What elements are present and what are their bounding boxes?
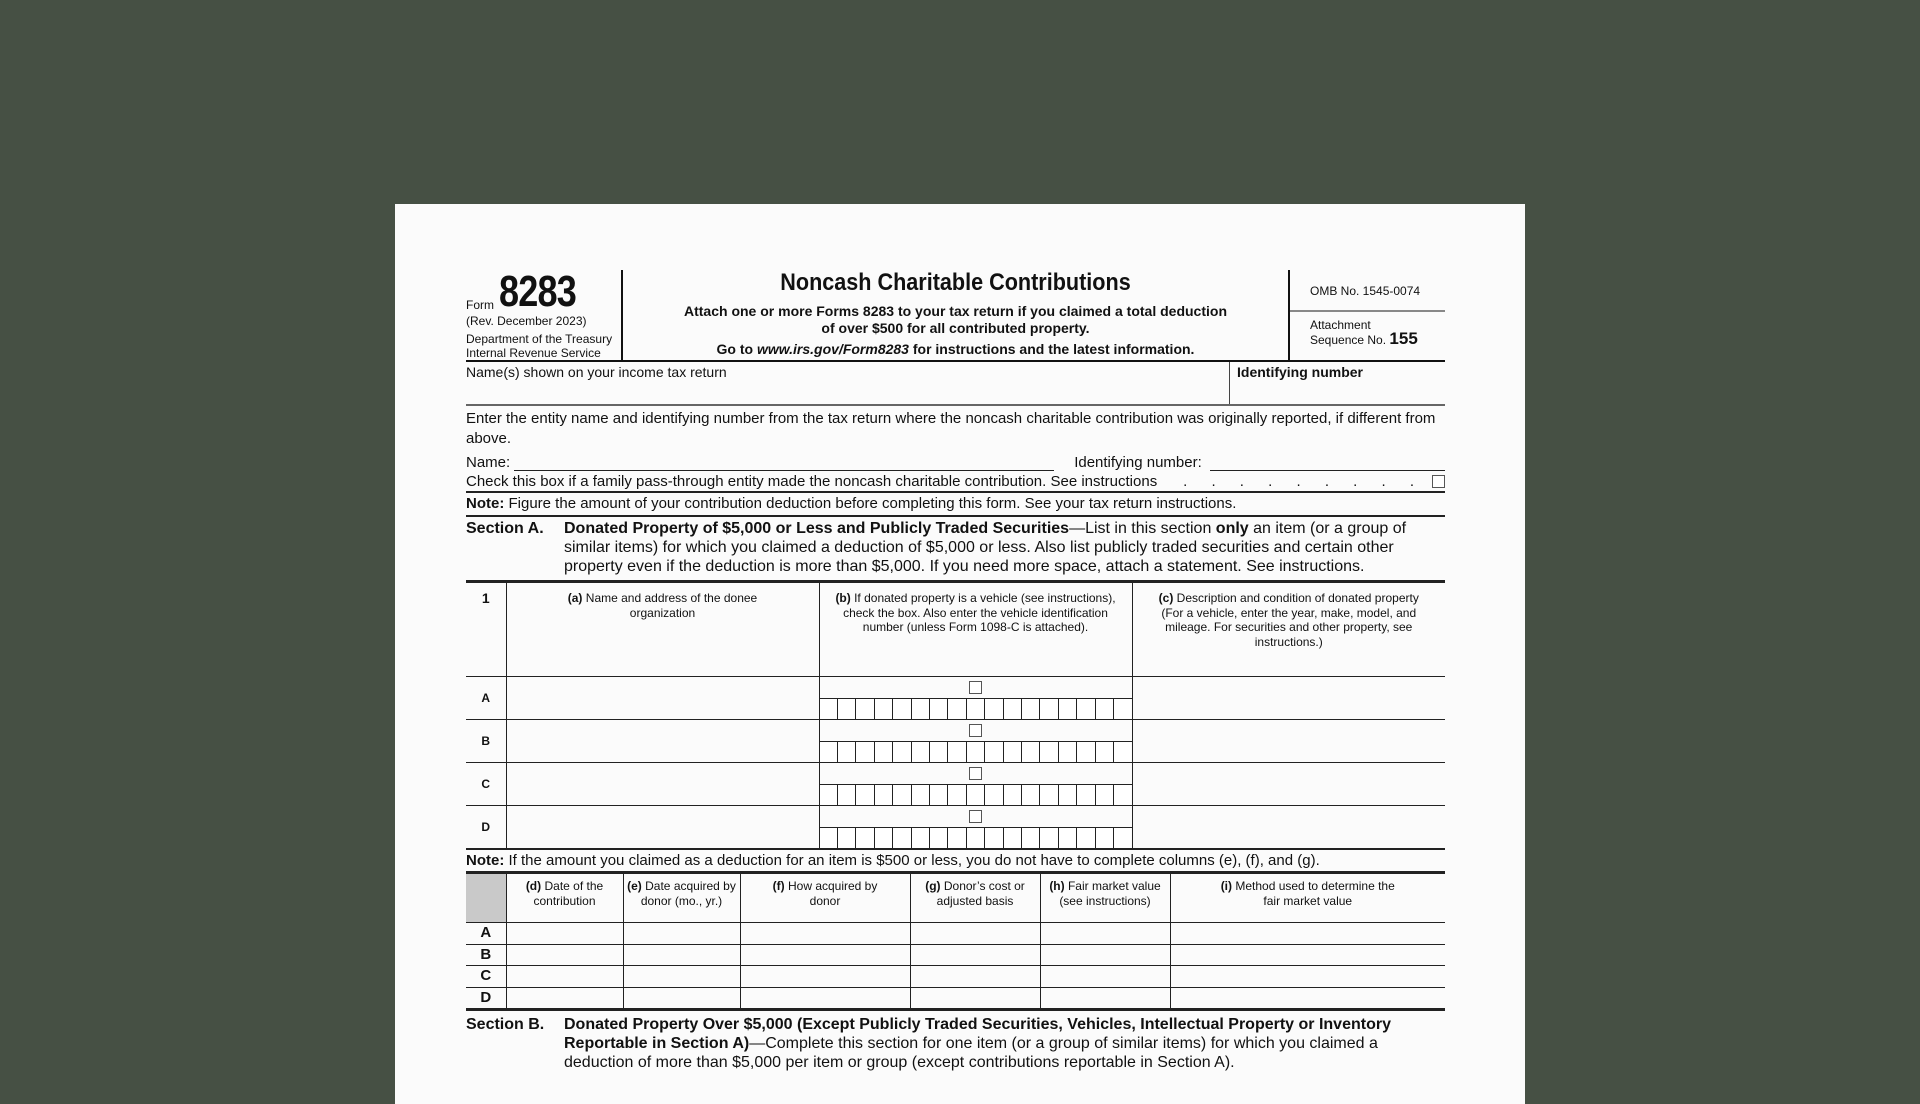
col-text: Date acquired by donor (mo., yr.) (640, 879, 736, 908)
attach-line-1: Attach one or more Forms 8283 to your tax return if you claimed a total deduction (684, 303, 1227, 319)
section-a-only: only (1215, 520, 1249, 537)
donor-cost-cell[interactable] (910, 987, 1040, 1009)
how-acquired-cell[interactable] (740, 923, 910, 945)
col-letter: (i) (1220, 879, 1233, 893)
col-a-header (506, 583, 819, 677)
col-b-text: If donated property is a vehicle (see instructions), check the box. Also enter the vehicle identification number (unless Form 1098-C is attached). (843, 591, 1116, 634)
entity-name-input[interactable] (514, 452, 1054, 471)
vin-char-box[interactable] (856, 699, 874, 719)
leader-dots: . . . . . . . . . (1183, 472, 1424, 490)
note-figure-deduction (466, 493, 1445, 517)
vin-char-box[interactable] (1114, 742, 1131, 762)
entity-name-row (466, 449, 1445, 471)
fmv-method-cell[interactable] (1170, 923, 1445, 945)
vehicle-checkbox[interactable] (969, 767, 982, 780)
vin-char-box[interactable] (967, 785, 985, 805)
vin-char-box[interactable] (820, 828, 838, 848)
date-acquired-cell[interactable] (623, 987, 740, 1009)
vin-char-box[interactable] (948, 785, 966, 805)
attach-instructions (623, 303, 1288, 337)
col-text: Donor’s cost or adjusted basis (936, 879, 1025, 908)
goto-prefix: Go to (716, 341, 757, 357)
fair-market-value-cell[interactable] (1040, 966, 1170, 988)
donor-cost-cell[interactable] (910, 923, 1040, 945)
department: Department of the Treasury (466, 332, 613, 346)
section-a-label: Section A. (466, 520, 544, 537)
date-acquired-cell[interactable] (623, 966, 740, 988)
vin-input[interactable] (820, 827, 1132, 848)
vin-char-box[interactable] (893, 828, 911, 848)
section-a-table-abc (466, 582, 1445, 849)
donee-cell[interactable] (506, 677, 819, 720)
vin-char-box[interactable] (1004, 742, 1022, 762)
donor-cost-cell[interactable] (910, 966, 1040, 988)
vin-char-box[interactable] (820, 785, 838, 805)
date-contribution-cell[interactable] (506, 987, 623, 1009)
vehicle-cell (819, 677, 1132, 720)
shaded-cell (466, 874, 506, 923)
col-text: Fair market value (see instructions) (1059, 879, 1161, 908)
vin-char-box[interactable] (930, 828, 948, 848)
goto-suffix: for instructions and the latest information. (908, 341, 1195, 357)
vin-char-box[interactable] (893, 742, 911, 762)
row-label: B (466, 944, 506, 966)
section-a-desc-1: —List in this section (1069, 520, 1216, 537)
fmv-method-cell[interactable] (1170, 966, 1445, 988)
table2-header (466, 874, 1445, 923)
vin-input[interactable] (820, 698, 1132, 719)
table1-header (466, 583, 1445, 677)
col-letter: (h) (1049, 879, 1065, 893)
vin-char-box[interactable] (967, 742, 985, 762)
note-label: Note: (466, 852, 505, 869)
vin-char-box[interactable] (1077, 742, 1095, 762)
vin-char-box[interactable] (1096, 742, 1114, 762)
identifying-number-field[interactable] (1229, 362, 1445, 404)
vin-char-box[interactable] (948, 742, 966, 762)
section-b-title: Donated Property Over $5,000 (Except Publicly Traded Securities, Vehicles, Intellectual Property or Inventory Reportable in Section A) (564, 1016, 1391, 1052)
irs-link[interactable]: www.irs.gov/Form8283 (756, 341, 909, 357)
form-page (395, 204, 1525, 1104)
col-text: Date of the contribution (533, 879, 604, 908)
col-letter: (d) (525, 879, 542, 893)
vin-char-box[interactable] (985, 828, 1003, 848)
col-b-header (819, 583, 1132, 677)
note-500-or-less (466, 849, 1445, 873)
vin-char-box[interactable] (912, 785, 930, 805)
vin-char-box[interactable] (893, 699, 911, 719)
date-contribution-cell[interactable] (506, 966, 623, 988)
entity-id-label: Identifying number: (1074, 454, 1202, 471)
vin-char-box[interactable] (930, 785, 948, 805)
table2-row (466, 966, 1445, 988)
donee-cell[interactable] (506, 806, 819, 849)
how-acquired-cell[interactable] (740, 944, 910, 966)
col-c-text: Description and condition of donated property (For a vehicle, enter the year, make, model, and mileage. For securities and other property, see instructions.) (1161, 591, 1419, 649)
vin-input[interactable] (820, 784, 1132, 805)
entity-id-input[interactable] (1210, 452, 1445, 471)
col-c-letter: (c) (1158, 591, 1174, 605)
vin-char-box[interactable] (1040, 828, 1058, 848)
vin-char-box[interactable] (1077, 699, 1095, 719)
vin-char-box[interactable] (912, 699, 930, 719)
form-8283 (466, 267, 1445, 1076)
vin-char-box[interactable] (985, 742, 1003, 762)
row-label: D (466, 806, 506, 849)
pass-through-label: Check this box if a family pass-through entity made the noncash charitable contribution. See instructions (466, 472, 1158, 490)
vin-char-box[interactable] (1059, 699, 1077, 719)
table1-row (466, 720, 1445, 763)
col-f-header (740, 874, 910, 923)
date-contribution-cell[interactable] (506, 944, 623, 966)
description-cell[interactable] (1132, 806, 1445, 849)
description-cell[interactable] (1132, 720, 1445, 763)
form-word: Form (466, 298, 494, 312)
entity-name-label: Name: (466, 454, 511, 471)
table1-row (466, 806, 1445, 849)
line-number: 1 (466, 583, 506, 677)
vin-char-box[interactable] (838, 785, 856, 805)
form-id-block (466, 267, 623, 360)
col-text: Method used to determine the fair market value (1232, 879, 1395, 908)
vin-char-box[interactable] (875, 785, 893, 805)
omb-number: OMB No. 1545-0074 (1290, 270, 1445, 312)
form-number: 8283 (499, 267, 576, 316)
pass-through-checkbox[interactable] (1432, 475, 1445, 488)
row-label: D (466, 987, 506, 1009)
note-text: Figure the amount of your contribution deduction before completing this form. See your tax return instructions. (504, 495, 1237, 512)
vin-char-box[interactable] (912, 742, 930, 762)
col-g-header (910, 874, 1040, 923)
vin-char-box[interactable] (912, 828, 930, 848)
vin-char-box[interactable] (1040, 742, 1058, 762)
vin-char-box[interactable] (1077, 785, 1095, 805)
vin-char-box[interactable] (1096, 785, 1114, 805)
col-letter: (e) (627, 879, 642, 893)
donee-cell[interactable] (506, 763, 819, 806)
col-h-header (1040, 874, 1170, 923)
vin-char-box[interactable] (856, 828, 874, 848)
section-b-text (564, 1015, 1445, 1072)
date-contribution-cell[interactable] (506, 923, 623, 945)
how-acquired-cell[interactable] (740, 987, 910, 1009)
note-label: Note: (466, 495, 505, 512)
names-label: Name(s) shown on your income tax return (466, 364, 727, 380)
col-c-header (1132, 583, 1445, 677)
vin-char-box[interactable] (1096, 699, 1114, 719)
vin-char-box[interactable] (930, 742, 948, 762)
vin-char-box[interactable] (930, 699, 948, 719)
fmv-method-cell[interactable] (1170, 987, 1445, 1009)
vin-char-box[interactable] (1059, 785, 1077, 805)
col-a-text: Name and address of the donee organization (582, 591, 758, 620)
taxpayer-name-row (466, 362, 1445, 406)
section-a-text (564, 519, 1445, 576)
vin-char-box[interactable] (1022, 699, 1040, 719)
vin-char-box[interactable] (875, 828, 893, 848)
vin-char-box[interactable] (1004, 828, 1022, 848)
table1-row (466, 763, 1445, 806)
col-i-header (1170, 874, 1445, 923)
vin-char-box[interactable] (948, 699, 966, 719)
col-letter: (f) (772, 879, 785, 893)
vin-char-box[interactable] (1114, 785, 1131, 805)
vehicle-cell (819, 806, 1132, 849)
vin-char-box[interactable] (1022, 742, 1040, 762)
vehicle-checkbox[interactable] (969, 810, 982, 823)
goto-line (623, 341, 1288, 357)
section-b-desc: —Complete this section for one item (or a group of similar items) for which you claimed a deduction of more than $5,000 per item or group (except contributions reportable in Section A). (564, 1035, 1378, 1071)
vin-char-box[interactable] (838, 742, 856, 762)
vin-char-box[interactable] (838, 828, 856, 848)
donee-cell[interactable] (506, 720, 819, 763)
row-label: A (466, 923, 506, 945)
names-field[interactable] (466, 362, 1229, 404)
vin-char-box[interactable] (1114, 699, 1131, 719)
vin-char-box[interactable] (1004, 785, 1022, 805)
col-e-header (623, 874, 740, 923)
vin-char-box[interactable] (1022, 785, 1040, 805)
vin-char-box[interactable] (967, 828, 985, 848)
attachment-sequence (1290, 312, 1445, 347)
vehicle-cell (819, 763, 1132, 806)
vin-char-box[interactable] (1059, 742, 1077, 762)
sequence-number: 155 (1389, 329, 1418, 348)
agency: Internal Revenue Service (466, 346, 601, 360)
vin-char-box[interactable] (820, 742, 838, 762)
donor-cost-cell[interactable] (910, 944, 1040, 966)
description-cell[interactable] (1132, 763, 1445, 806)
vin-char-box[interactable] (856, 742, 874, 762)
vin-char-box[interactable] (1040, 699, 1058, 719)
vin-char-box[interactable] (820, 699, 838, 719)
fair-market-value-cell[interactable] (1040, 987, 1170, 1009)
date-acquired-cell[interactable] (623, 923, 740, 945)
sequence-label: Sequence No. (1310, 333, 1387, 347)
note-text: If the amount you claimed as a deduction for an item is $500 or less, you do not have to complete columns (e), (f), and (g). (504, 852, 1320, 869)
row-label: C (466, 763, 506, 806)
vin-char-box[interactable] (893, 785, 911, 805)
vin-char-box[interactable] (985, 699, 1003, 719)
table2-row (466, 944, 1445, 966)
table2-row (466, 987, 1445, 1009)
vehicle-checkbox[interactable] (969, 681, 982, 694)
form-title: Noncash Charitable Contributions (780, 269, 1131, 296)
vin-input[interactable] (820, 741, 1132, 762)
agency-block (466, 332, 612, 360)
omb-block (1288, 270, 1445, 360)
date-acquired-cell[interactable] (623, 944, 740, 966)
row-label: B (466, 720, 506, 763)
vehicle-checkbox[interactable] (969, 724, 982, 737)
vin-char-box[interactable] (838, 699, 856, 719)
table2-row (466, 923, 1445, 945)
section-a-table-defghi (466, 873, 1445, 1009)
section-a-desc-2: an item (or a group of similar items) for which you claimed a deduction of $5,000 or less. Also list publicly traded securities and certain other property even if the deduction is more than $5,000. If you need more space, attach a statement. See instructions. (564, 520, 1407, 575)
vin-char-box[interactable] (1022, 828, 1040, 848)
vin-char-box[interactable] (948, 828, 966, 848)
identifying-number-label: Identifying number (1237, 364, 1363, 380)
description-cell[interactable] (1132, 677, 1445, 720)
vin-char-box[interactable] (967, 699, 985, 719)
attachment-label: Attachment (1310, 318, 1371, 332)
section-b-heading (466, 1011, 1445, 1076)
vin-char-box[interactable] (1077, 828, 1095, 848)
entity-instructions: Enter the entity name and identifying number from the tax return where the noncash charitable contribution was originally reported, if different from above. (466, 410, 1436, 447)
section-a-heading (466, 517, 1445, 582)
attach-line-2: of over $500 for all contributed property. (821, 320, 1090, 336)
col-d-header (506, 874, 623, 923)
vin-char-box[interactable] (1040, 785, 1058, 805)
vin-char-box[interactable] (875, 699, 893, 719)
vin-char-box[interactable] (875, 742, 893, 762)
how-acquired-cell[interactable] (740, 966, 910, 988)
col-letter: (g) (925, 879, 941, 893)
vin-char-box[interactable] (1096, 828, 1114, 848)
vin-char-box[interactable] (985, 785, 1003, 805)
vin-char-box[interactable] (1004, 699, 1022, 719)
pass-through-row (466, 471, 1445, 493)
form-header (466, 267, 1445, 362)
col-b-letter: (b) (835, 591, 851, 605)
col-a-letter: (a) (567, 591, 583, 605)
col-text: How acquired by donor (784, 879, 878, 908)
vin-char-box[interactable] (1059, 828, 1077, 848)
vin-char-box[interactable] (856, 785, 874, 805)
table1-row (466, 677, 1445, 720)
fair-market-value-cell[interactable] (1040, 923, 1170, 945)
section-a-title: Donated Property of $5,000 or Less and Publicly Traded Securities (564, 520, 1070, 537)
section-b-label: Section B. (466, 1016, 545, 1033)
fmv-method-cell[interactable] (1170, 944, 1445, 966)
row-label: C (466, 966, 506, 988)
vin-char-box[interactable] (1114, 828, 1131, 848)
row-label: A (466, 677, 506, 720)
form-revision: (Rev. December 2023) (466, 314, 587, 328)
title-block (623, 270, 1288, 360)
vehicle-cell (819, 720, 1132, 763)
fair-market-value-cell[interactable] (1040, 944, 1170, 966)
